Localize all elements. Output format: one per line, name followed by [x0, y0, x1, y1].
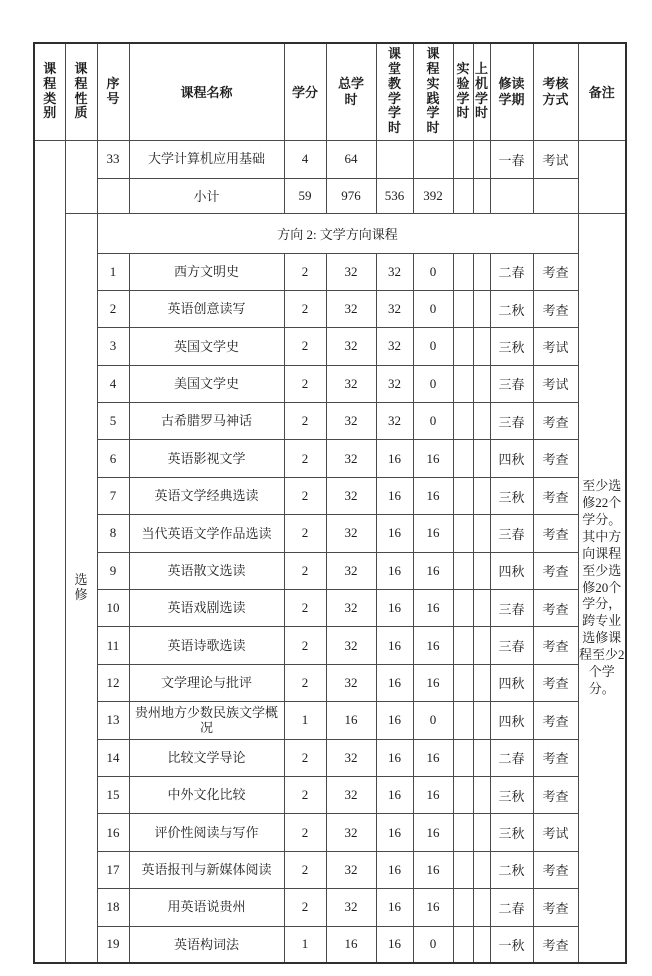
cell-name: 文学理论与批评: [129, 664, 284, 701]
cell-computer: [473, 926, 490, 963]
cell-assessment: 考查: [533, 403, 578, 440]
cell-assessment: 考查: [533, 776, 578, 813]
cell-practice: 16: [413, 739, 453, 776]
cell-credits: 2: [284, 290, 326, 327]
cell-semester: 三春: [490, 590, 533, 627]
course-row: [34, 440, 626, 477]
cell-semester: 二春: [490, 739, 533, 776]
cell-no: 8: [97, 515, 129, 552]
cell-semester: 四秋: [490, 702, 533, 739]
header-credits: [284, 43, 326, 140]
course-row-33: [34, 140, 626, 178]
cell-assessment: 考试: [533, 328, 578, 365]
cell-computer: [473, 140, 490, 178]
cell-no: 15: [97, 776, 129, 813]
header-total-hours-label: 总学时: [337, 75, 364, 107]
cell-no: 3: [97, 328, 129, 365]
cell-assessment: 考查: [533, 253, 578, 290]
cell-classroom: 32: [376, 290, 413, 327]
header-total-hours: [326, 43, 376, 140]
elective-label: 选修: [74, 572, 88, 602]
cell-credits: 2: [284, 403, 326, 440]
cell-classroom: 16: [376, 776, 413, 813]
course-row: [34, 403, 626, 440]
subtotal-label: 小计: [129, 178, 284, 213]
cell-total: 32: [326, 739, 376, 776]
cell-practice: 16: [413, 627, 453, 664]
cell-lab: [453, 814, 473, 851]
cell-total: 32: [326, 403, 376, 440]
cell-total: 976: [326, 178, 376, 213]
cell-practice: 16: [413, 664, 453, 701]
cell-lab: [453, 253, 473, 290]
cell-lab: [453, 178, 473, 213]
course-row: [34, 664, 626, 701]
cell-lab: [453, 403, 473, 440]
header-lab-hours: [453, 43, 473, 140]
cell-computer: [473, 178, 490, 213]
header-practice-hours-label: 课程实践学时: [426, 46, 440, 136]
cell-classroom: 16: [376, 851, 413, 888]
cell-credits: 59: [284, 178, 326, 213]
cell-assessment: 考查: [533, 477, 578, 514]
cell-no: 14: [97, 739, 129, 776]
cell-lab: [453, 664, 473, 701]
cell-practice: 0: [413, 403, 453, 440]
cell-semester: 三春: [490, 515, 533, 552]
cell-computer: [473, 664, 490, 701]
cell-total: 32: [326, 440, 376, 477]
course-row: [34, 702, 626, 739]
cell-no: 11: [97, 627, 129, 664]
cell-classroom: 32: [376, 328, 413, 365]
cell-no: 10: [97, 590, 129, 627]
cell-credits: 2: [284, 253, 326, 290]
cell-semester: 三春: [490, 403, 533, 440]
cell-credits: 2: [284, 739, 326, 776]
cell-credits: 2: [284, 851, 326, 888]
header-no: [97, 43, 129, 140]
cell-credits: 2: [284, 552, 326, 589]
cell-lab: [453, 739, 473, 776]
cell-semester: 一春: [490, 140, 533, 178]
cell-name: 英语构词法: [129, 926, 284, 963]
cell-semester: 二秋: [490, 851, 533, 888]
cell-computer: [473, 440, 490, 477]
cell-name: 西方文明史: [129, 253, 284, 290]
cell-computer: [473, 253, 490, 290]
cell-computer: [473, 739, 490, 776]
course-row: [34, 926, 626, 963]
cell-classroom: 32: [376, 365, 413, 402]
cell-no: 12: [97, 664, 129, 701]
course-row: [34, 328, 626, 365]
cell-classroom: 16: [376, 889, 413, 926]
cell-computer: [473, 477, 490, 514]
cell-no: 2: [97, 290, 129, 327]
nature-cell-elective: [65, 213, 97, 963]
cell-practice: 16: [413, 590, 453, 627]
cell-practice: 16: [413, 851, 453, 888]
cell-semester: 四秋: [490, 552, 533, 589]
cell-name: 英语文学经典选读: [129, 477, 284, 514]
course-row: [34, 253, 626, 290]
cell-total: 32: [326, 552, 376, 589]
cell-total: 64: [326, 140, 376, 178]
cell-no: 4: [97, 365, 129, 402]
cell-credits: 2: [284, 664, 326, 701]
cell-practice: [413, 140, 453, 178]
section-remark: 至少选修22个学分。其中方向课程至少选修20个学分，跨专业选修课程至少2个学分。: [578, 213, 626, 963]
cell-practice: 16: [413, 440, 453, 477]
cell-semester: 一秋: [490, 926, 533, 963]
cell-assessment: 考查: [533, 739, 578, 776]
course-row: [34, 552, 626, 589]
header-row: [34, 43, 626, 140]
cell-classroom: 16: [376, 515, 413, 552]
cell-total: 32: [326, 664, 376, 701]
cell-credits: 1: [284, 926, 326, 963]
course-row: [34, 365, 626, 402]
cell-assessment: [533, 178, 578, 213]
header-lab-hours-label: 实验学时: [456, 61, 470, 121]
cell-computer: [473, 702, 490, 739]
cell-computer: [473, 552, 490, 589]
header-classroom-hours-label: 课堂教学学时: [387, 46, 401, 136]
cell-credits: 1: [284, 702, 326, 739]
cell-computer: [473, 365, 490, 402]
cell-name: 英国文学史: [129, 328, 284, 365]
header-computer-hours: [473, 43, 490, 140]
header-practice-hours: [413, 43, 453, 140]
cell-practice: 16: [413, 515, 453, 552]
cell-no: 6: [97, 440, 129, 477]
cell-assessment: 考查: [533, 889, 578, 926]
cell-classroom: 32: [376, 253, 413, 290]
cell-lab: [453, 290, 473, 327]
cell-no: 33: [97, 140, 129, 178]
cell-lab: [453, 328, 473, 365]
cell-practice: 0: [413, 926, 453, 963]
cell-name: 英语影视文学: [129, 440, 284, 477]
cell-classroom: 16: [376, 477, 413, 514]
cell-total: 32: [326, 365, 376, 402]
section-header-row: [34, 213, 626, 253]
cell-lab: [453, 140, 473, 178]
cell-lab: [453, 702, 473, 739]
cell-computer: [473, 627, 490, 664]
cell-lab: [453, 365, 473, 402]
cell-assessment: 考查: [533, 552, 578, 589]
cell-credits: 2: [284, 776, 326, 813]
cell-classroom: 16: [376, 664, 413, 701]
cell-computer: [473, 328, 490, 365]
course-row: [34, 851, 626, 888]
cell-total: 32: [326, 814, 376, 851]
cell-computer: [473, 776, 490, 813]
cell-credits: 2: [284, 889, 326, 926]
cell-name: 英语戏剧选读: [129, 590, 284, 627]
cell-practice: 0: [413, 365, 453, 402]
cell-name: 英语诗歌选读: [129, 627, 284, 664]
cell-total: 32: [326, 515, 376, 552]
cell-semester: 三春: [490, 627, 533, 664]
cell-semester: 二春: [490, 889, 533, 926]
header-category-label: 课程类别: [43, 61, 57, 121]
cell-classroom: 16: [376, 552, 413, 589]
cell-classroom: [376, 140, 413, 178]
cell-practice: 0: [413, 253, 453, 290]
cell-total: 32: [326, 889, 376, 926]
cell-no: 17: [97, 851, 129, 888]
curriculum-table: [33, 42, 627, 964]
cell-assessment: 考查: [533, 664, 578, 701]
cell-computer: [473, 290, 490, 327]
cell-name: 大学计算机应用基础: [129, 140, 284, 178]
cell-semester: 四秋: [490, 440, 533, 477]
subtotal-row: [34, 178, 626, 213]
cell-name: 英语报刊与新媒体阅读: [129, 851, 284, 888]
cell-total: 16: [326, 702, 376, 739]
cell-no: 13: [97, 702, 129, 739]
category-cell: [34, 140, 65, 963]
cell-total: 32: [326, 477, 376, 514]
cell-lab: [453, 851, 473, 888]
cell-total: 32: [326, 776, 376, 813]
cell-total: 32: [326, 253, 376, 290]
header-remark: [578, 43, 626, 140]
cell-total: 32: [326, 290, 376, 327]
cell-computer: [473, 403, 490, 440]
cell-credits: 2: [284, 814, 326, 851]
cell-computer: [473, 515, 490, 552]
cell-practice: 0: [413, 328, 453, 365]
cell-computer: [473, 889, 490, 926]
cell-classroom: 16: [376, 440, 413, 477]
cell-name: 中外文化比较: [129, 776, 284, 813]
cell-no: 19: [97, 926, 129, 963]
cell-assessment: 考查: [533, 851, 578, 888]
cell-total: 16: [326, 926, 376, 963]
course-row: [34, 627, 626, 664]
header-credits-label: 学分: [291, 85, 318, 101]
cell-semester: 二春: [490, 253, 533, 290]
cell-practice: 0: [413, 290, 453, 327]
cell-no: 18: [97, 889, 129, 926]
cell-practice: 16: [413, 552, 453, 589]
cell-no: 9: [97, 552, 129, 589]
cell-classroom: 16: [376, 590, 413, 627]
cell-computer: [473, 814, 490, 851]
cell-classroom: 16: [376, 627, 413, 664]
header-remark-label: 备注: [588, 85, 615, 101]
header-nature-label: 课程性质: [74, 61, 88, 121]
cell-credits: 2: [284, 365, 326, 402]
cell-practice: 16: [413, 889, 453, 926]
course-row: [34, 739, 626, 776]
cell-name: 英语创意读写: [129, 290, 284, 327]
cell-name: 比较文学导论: [129, 739, 284, 776]
header-classroom-hours: [376, 43, 413, 140]
header-computer-hours-label: 上机学时: [474, 61, 488, 121]
cell-practice: 16: [413, 776, 453, 813]
remark-cell-upper: [578, 140, 626, 213]
cell-lab: [453, 889, 473, 926]
cell-credits: 2: [284, 328, 326, 365]
header-nature: [65, 43, 97, 140]
cell-name: 贵州地方少数民族文学概况: [129, 702, 284, 739]
course-row: [34, 290, 626, 327]
cell-lab: [453, 552, 473, 589]
cell-semester: 三秋: [490, 328, 533, 365]
course-row: [34, 776, 626, 813]
cell-lab: [453, 590, 473, 627]
cell-classroom: 536: [376, 178, 413, 213]
cell-credits: 2: [284, 477, 326, 514]
nature-cell-upper: [65, 140, 97, 213]
cell-lab: [453, 627, 473, 664]
course-row: [34, 590, 626, 627]
cell-name: 古希腊罗马神话: [129, 403, 284, 440]
header-semester: [490, 43, 533, 140]
cell-total: 32: [326, 328, 376, 365]
cell-lab: [453, 776, 473, 813]
cell-no: 5: [97, 403, 129, 440]
cell-no: 7: [97, 477, 129, 514]
section-title: 方向 2: 文学方向课程: [97, 213, 578, 253]
cell-assessment: 考查: [533, 590, 578, 627]
cell-semester: 三秋: [490, 477, 533, 514]
cell-computer: [473, 590, 490, 627]
cell-no: [97, 178, 129, 213]
cell-practice: 16: [413, 477, 453, 514]
course-row: [34, 889, 626, 926]
cell-classroom: 16: [376, 814, 413, 851]
header-name-label: 课程名称: [180, 85, 233, 101]
cell-semester: 三春: [490, 365, 533, 402]
cell-credits: 2: [284, 440, 326, 477]
cell-assessment: 考查: [533, 290, 578, 327]
cell-assessment: 考试: [533, 140, 578, 178]
header-assessment-label: 考核方式: [542, 75, 569, 107]
cell-name: 美国文学史: [129, 365, 284, 402]
cell-total: 32: [326, 627, 376, 664]
cell-semester: 三秋: [490, 814, 533, 851]
cell-computer: [473, 851, 490, 888]
cell-no: 16: [97, 814, 129, 851]
cell-total: 32: [326, 851, 376, 888]
cell-assessment: 考查: [533, 515, 578, 552]
cell-lab: [453, 926, 473, 963]
cell-name: 用英语说贵州: [129, 889, 284, 926]
cell-assessment: 考查: [533, 926, 578, 963]
cell-lab: [453, 477, 473, 514]
header-no-label: 序号: [106, 75, 120, 106]
cell-classroom: 16: [376, 926, 413, 963]
cell-credits: 2: [284, 590, 326, 627]
header-semester-label: 修读学期: [498, 75, 525, 107]
course-row: [34, 814, 626, 851]
cell-assessment: 考试: [533, 814, 578, 851]
cell-assessment: 考试: [533, 365, 578, 402]
header-assessment: [533, 43, 578, 140]
cell-semester: [490, 178, 533, 213]
header-category: [34, 43, 65, 140]
cell-total: 32: [326, 590, 376, 627]
cell-classroom: 32: [376, 403, 413, 440]
cell-credits: 2: [284, 627, 326, 664]
cell-assessment: 考查: [533, 627, 578, 664]
cell-credits: 2: [284, 515, 326, 552]
cell-lab: [453, 440, 473, 477]
cell-assessment: 考查: [533, 440, 578, 477]
cell-credits: 4: [284, 140, 326, 178]
cell-lab: [453, 515, 473, 552]
cell-practice: 392: [413, 178, 453, 213]
cell-name: 评价性阅读与写作: [129, 814, 284, 851]
cell-no: 1: [97, 253, 129, 290]
cell-semester: 三秋: [490, 776, 533, 813]
course-row: [34, 477, 626, 514]
cell-name: 当代英语文学作品选读: [129, 515, 284, 552]
cell-practice: 0: [413, 702, 453, 739]
cell-classroom: 16: [376, 739, 413, 776]
cell-name: 英语散文选读: [129, 552, 284, 589]
cell-classroom: 16: [376, 702, 413, 739]
cell-semester: 四秋: [490, 664, 533, 701]
cell-semester: 二秋: [490, 290, 533, 327]
course-row: [34, 515, 626, 552]
cell-practice: 16: [413, 814, 453, 851]
header-name: [129, 43, 284, 140]
cell-assessment: 考查: [533, 702, 578, 739]
